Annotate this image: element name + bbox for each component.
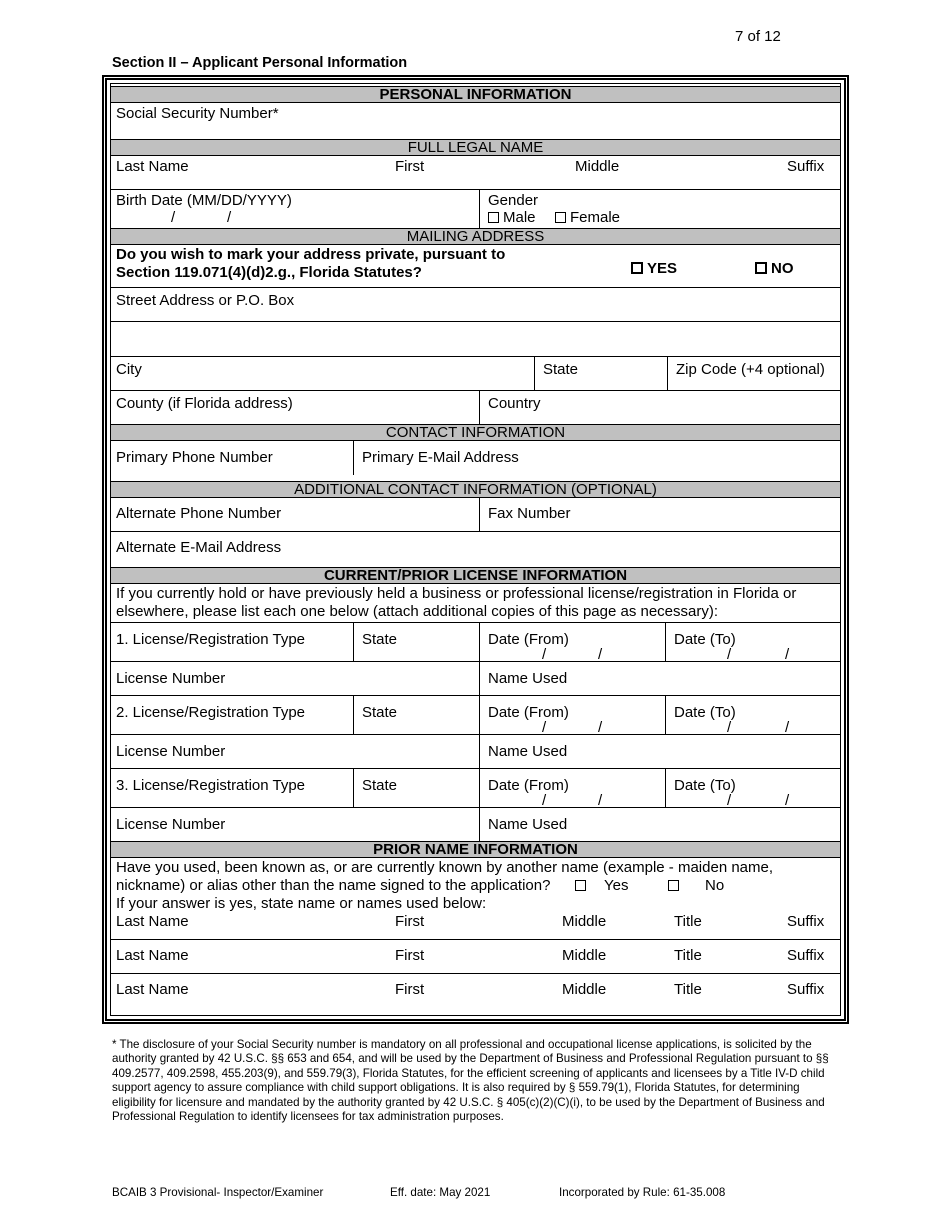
no-label: No (705, 877, 725, 894)
state-field[interactable]: State (543, 361, 579, 378)
page-number: 7 of 12 (735, 28, 781, 45)
primary-phone-field[interactable]: Primary Phone Number (116, 449, 273, 466)
private-address-question-line1: Do you wish to mark your address private, pursuant to (116, 246, 506, 263)
divider (479, 768, 480, 841)
divider (479, 189, 480, 229)
date-slash: / (727, 646, 732, 663)
legal-first-name-field[interactable]: First (395, 158, 425, 175)
divider (667, 356, 668, 391)
license-2-state-field[interactable]: State (362, 704, 398, 721)
license-information-header: CURRENT/PRIOR LICENSE INFORMATION (111, 567, 840, 584)
prior-3-first-name-field[interactable]: First (395, 981, 425, 998)
legal-last-name-field[interactable]: Last Name (116, 158, 189, 175)
divider (665, 622, 666, 661)
checkbox-icon[interactable] (668, 880, 679, 891)
male-label: Male (503, 209, 536, 226)
yes-label: Yes (604, 877, 629, 894)
primary-email-field[interactable]: Primary E-Mail Address (362, 449, 519, 466)
date-slash: / (171, 209, 176, 226)
divider (353, 622, 354, 661)
date-slash: / (785, 646, 790, 663)
country-field[interactable]: Country (488, 395, 541, 412)
private-yes-option[interactable] (631, 260, 677, 278)
prior-name-question-line2: nickname) or alias other than the name signed to the application? (116, 877, 551, 894)
license-1-type-field[interactable]: 1. License/Registration Type (116, 631, 306, 648)
divider (111, 287, 840, 288)
prior-3-middle-name-field[interactable]: Middle (562, 981, 607, 998)
divider (479, 390, 480, 425)
prior-2-middle-name-field[interactable]: Middle (562, 947, 607, 964)
personal-information-header: PERSONAL INFORMATION (111, 86, 840, 103)
prior-name-no-option[interactable] (668, 877, 724, 895)
divider (111, 321, 840, 322)
license-intro-line2: elsewhere, please list each one below (attach additional copies of this page as necessary): (116, 603, 719, 620)
license-3-date-to-field[interactable]: Date (To) (674, 777, 736, 794)
divider (111, 695, 840, 696)
private-no-option[interactable] (755, 260, 794, 278)
license-2-date-to-field[interactable]: Date (To) (674, 704, 736, 721)
prior-3-last-name-field[interactable]: Last Name (116, 981, 189, 998)
date-slash: / (727, 719, 732, 736)
prior-name-header: PRIOR NAME INFORMATION (111, 841, 840, 858)
prior-1-first-name-field[interactable]: First (395, 913, 425, 930)
divider (353, 695, 354, 734)
gender-label: Gender (488, 192, 539, 209)
prior-1-title-field[interactable]: Title (674, 913, 702, 930)
date-slash: / (785, 792, 790, 809)
divider (665, 695, 666, 734)
county-field[interactable]: County (if Florida address) (116, 395, 293, 412)
divider (111, 973, 840, 974)
license-2-type-field[interactable]: 2. License/Registration Type (116, 704, 306, 721)
prior-2-title-field[interactable]: Title (674, 947, 702, 964)
date-slash: / (598, 719, 603, 736)
divider (111, 768, 840, 769)
divider (353, 441, 354, 475)
license-1-number-field[interactable]: License Number (116, 670, 226, 687)
date-slash: / (542, 646, 547, 663)
birth-date-field[interactable]: Birth Date (MM/DD/YYYY) (116, 192, 292, 209)
mailing-address-header: MAILING ADDRESS (111, 228, 840, 245)
divider (111, 807, 840, 808)
additional-contact-header: ADDITIONAL CONTACT INFORMATION (OPTIONAL) (111, 481, 840, 498)
gender-female-option[interactable] (555, 209, 620, 227)
date-slash: / (598, 792, 603, 809)
license-2-name-used-field[interactable]: Name Used (488, 743, 568, 760)
divider (111, 531, 840, 532)
prior-2-suffix-field[interactable]: Suffix (787, 947, 825, 964)
license-1-state-field[interactable]: State (362, 631, 398, 648)
prior-1-middle-name-field[interactable]: Middle (562, 913, 607, 930)
gender-male-option[interactable] (488, 209, 536, 227)
divider (111, 622, 840, 623)
prior-3-title-field[interactable]: Title (674, 981, 702, 998)
prior-name-instruction: If your answer is yes, state name or names used below: (116, 895, 487, 912)
license-2-date-from-field[interactable]: Date (From) (488, 704, 569, 721)
contact-information-header: CONTACT INFORMATION (111, 424, 840, 441)
divider (111, 939, 840, 940)
no-label: NO (771, 260, 794, 277)
section-title: Section II – Applicant Personal Information (112, 55, 408, 71)
legal-middle-name-field[interactable]: Middle (575, 158, 620, 175)
checkbox-icon[interactable] (555, 212, 566, 223)
prior-1-last-name-field[interactable]: Last Name (116, 913, 189, 930)
footer-rule: Incorporated by Rule: 61-35.008 (559, 1186, 726, 1199)
divider (111, 390, 840, 391)
license-1-date-to-field[interactable]: Date (To) (674, 631, 736, 648)
divider (479, 695, 480, 768)
license-3-number-field[interactable]: License Number (116, 816, 226, 833)
license-1-date-from-field[interactable]: Date (From) (488, 631, 569, 648)
private-address-question-line2: Section 119.071(4)(d)2.g., Florida Statutes? (116, 264, 422, 281)
form-inner (110, 83, 841, 1016)
street-address-field[interactable]: Street Address or P.O. Box (116, 292, 295, 309)
divider (479, 622, 480, 695)
divider (111, 734, 840, 735)
divider (111, 189, 840, 190)
license-intro-line1: If you currently hold or have previously held a business or professional license/registration in Florida or (116, 585, 797, 602)
divider (111, 661, 840, 662)
divider (665, 768, 666, 807)
divider (353, 768, 354, 807)
application-form (102, 75, 849, 1024)
date-slash: / (542, 719, 547, 736)
prior-2-first-name-field[interactable]: First (395, 947, 425, 964)
license-3-type-field[interactable]: 3. License/Registration Type (116, 777, 306, 794)
checkbox-icon[interactable] (755, 262, 767, 274)
legal-suffix-field[interactable]: Suffix (787, 158, 825, 175)
ssn-field[interactable]: Social Security Number* (116, 105, 279, 122)
license-1-name-used-field[interactable]: Name Used (488, 670, 568, 687)
checkbox-icon[interactable] (575, 880, 586, 891)
yes-label: YES (647, 260, 678, 277)
divider (111, 356, 840, 357)
checkbox-icon[interactable] (631, 262, 643, 274)
license-2-number-field[interactable]: License Number (116, 743, 226, 760)
license-3-name-used-field[interactable]: Name Used (488, 816, 568, 833)
female-label: Female (570, 209, 621, 226)
footer-form-id: BCAIB 3 Provisional- Inspector/Examiner (112, 1186, 324, 1199)
prior-3-suffix-field[interactable]: Suffix (787, 981, 825, 998)
date-slash: / (785, 719, 790, 736)
prior-2-last-name-field[interactable]: Last Name (116, 947, 189, 964)
date-slash: / (227, 209, 232, 226)
zip-code-field[interactable]: Zip Code (+4 optional) (676, 361, 825, 378)
city-field[interactable]: City (116, 361, 142, 378)
date-slash: / (727, 792, 732, 809)
alternate-email-field[interactable]: Alternate E-Mail Address (116, 539, 282, 556)
prior-name-question-line1: Have you used, been known as, or are currently known by another name (example - maiden name, (116, 859, 774, 876)
footer-effective-date: Eff. date: May 2021 (390, 1186, 491, 1199)
license-3-date-from-field[interactable]: Date (From) (488, 777, 569, 794)
alternate-phone-field[interactable]: Alternate Phone Number (116, 505, 282, 522)
full-legal-name-header: FULL LEGAL NAME (111, 139, 840, 156)
fax-number-field[interactable]: Fax Number (488, 505, 571, 522)
divider (479, 498, 480, 531)
date-slash: / (598, 646, 603, 663)
ssn-disclosure-footnote: * The disclosure of your Social Security number is mandatory on all professional and occupational license applications, is solicited by the authority granted by 42 U.S.C. §§ 653 and 654, and will be used by the Department of Business and Professional Regulation pursuant to §§ 409.2577, 409.2598, 455.203(9), and 559.79(3), Florida Statutes, for the efficient screening of applicants and licensees by a Title IV-D child support agency to assure compliance with child support obligations. It is also required by § 559.79(1), Florida Statutes, for determining eligibility for licensure and mandated by the authority granted by 42 U.S.C. § 405(c)(2)(C)(i), to be used by the Department of Business and Professional Regulation to identify licensees for tax administration purposes. (112, 1038, 829, 1124)
date-slash: / (542, 792, 547, 809)
prior-1-suffix-field[interactable]: Suffix (787, 913, 825, 930)
license-3-state-field[interactable]: State (362, 777, 398, 794)
checkbox-icon[interactable] (488, 212, 499, 223)
divider (534, 356, 535, 391)
prior-name-yes-option[interactable] (575, 877, 628, 895)
